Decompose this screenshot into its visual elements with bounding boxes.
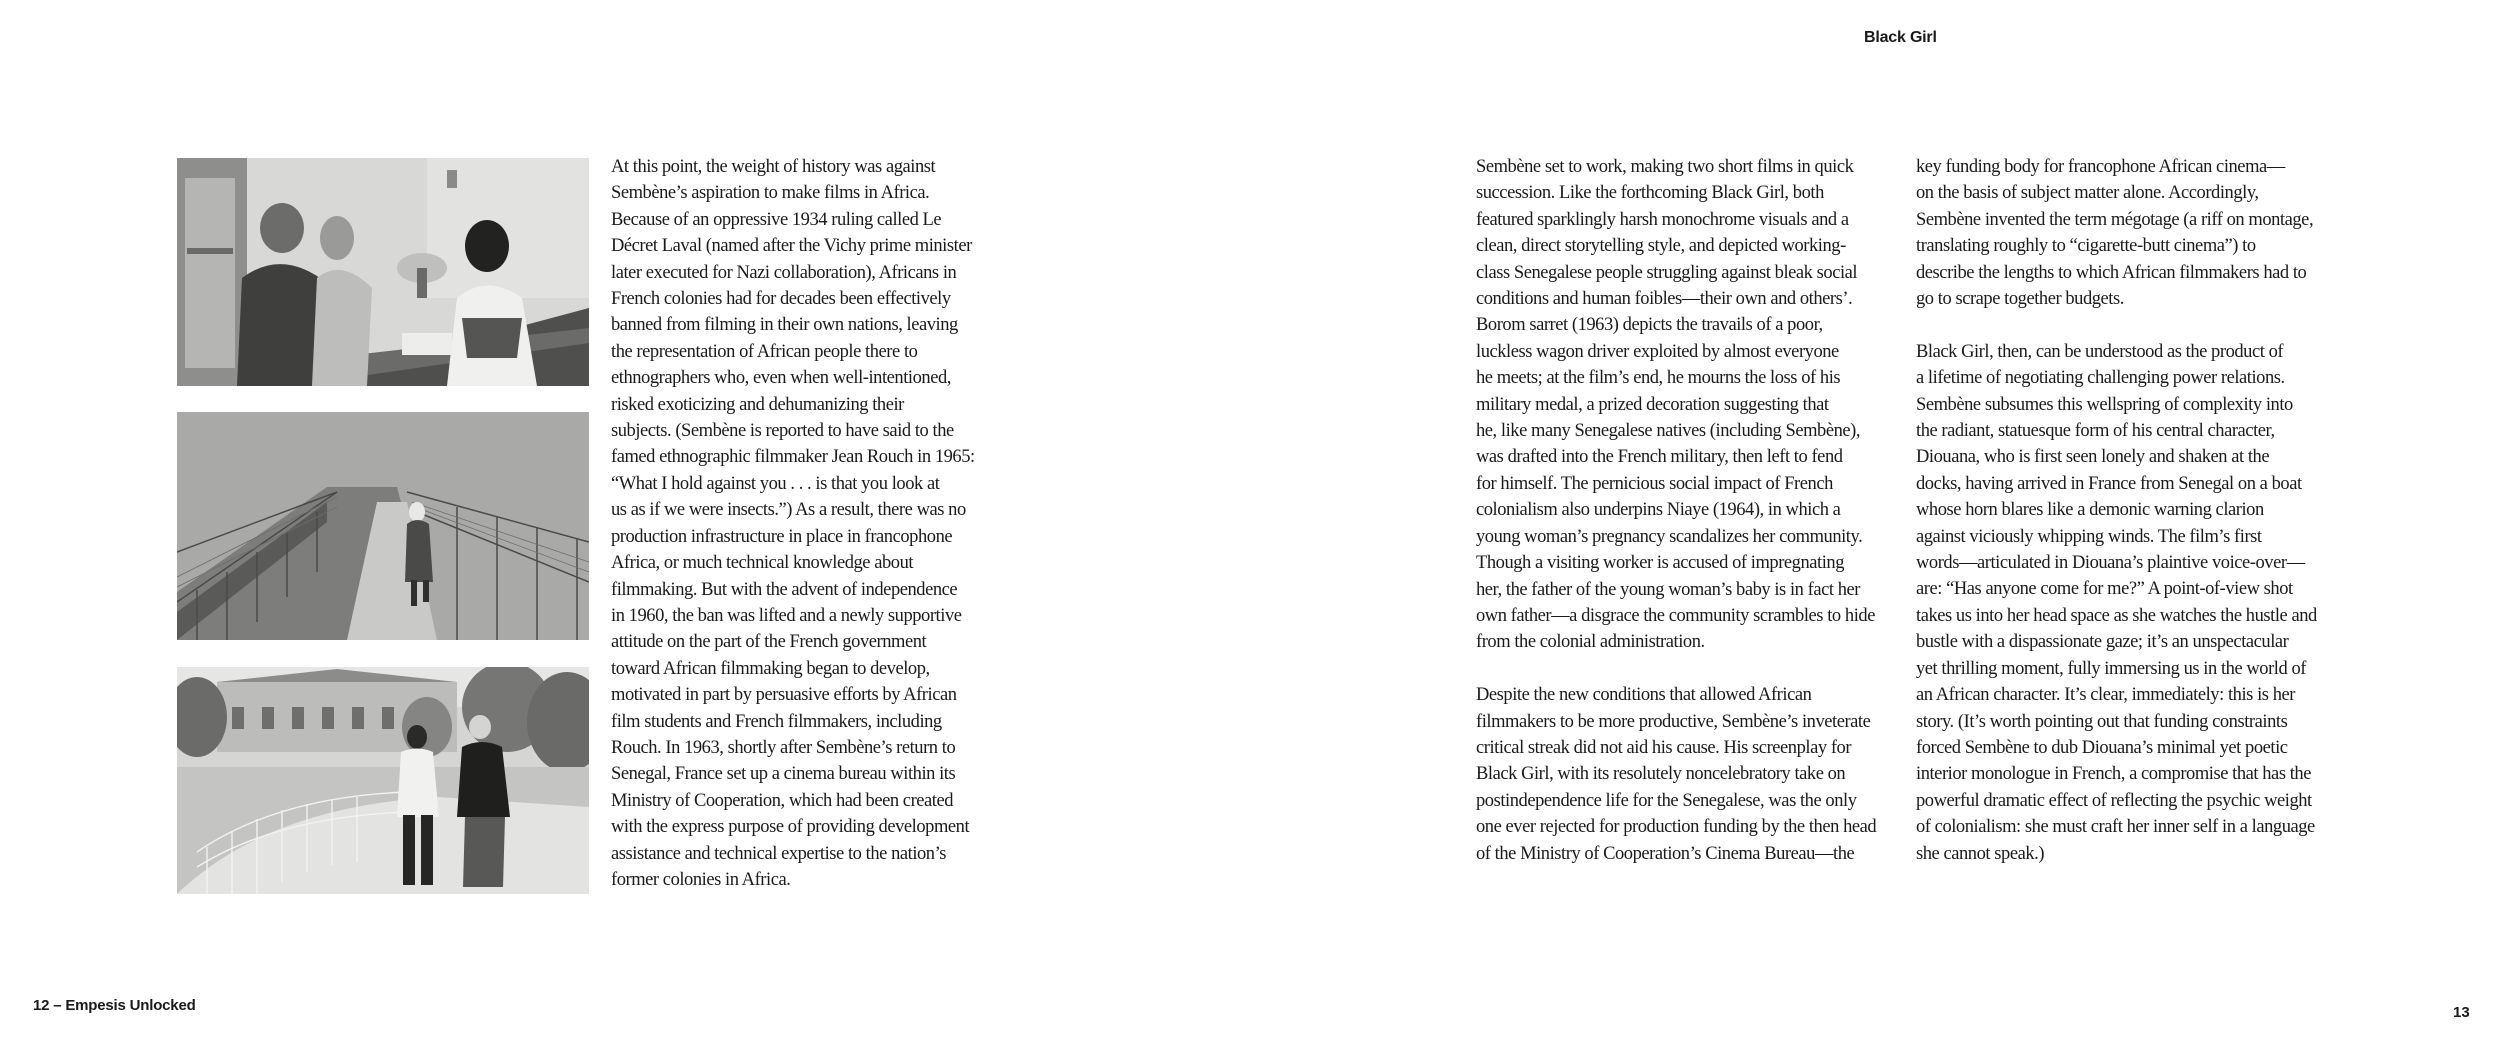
column-2 xyxy=(1476,154,1908,867)
column-3-paragraph-1: key funding body for francophone African cinema— on the basis of subject matter alone. Accordingly, Sembène invented the term mégotage (a riff on montage, translating roughly to “cigarette-butt cinema”) to describe the lengths to which African filmmakers had to go to scrape together budgets. xyxy=(1916,157,2314,310)
column-2-paragraph-2: Despite the new conditions that allowed African filmmakers to be more productive, Sembène’s inveterate critical streak did not aid his cause. His screenplay for Black Girl, with its resolutely noncelebratory take on postindependence life for the Senegalese, was the only one ever rejected for production funding by the then head of the Ministry of Cooperation’s Cinema Bureau—the xyxy=(1476,685,1877,864)
column-3 xyxy=(1916,154,2350,867)
column-2-paragraph-1: Sembène set to work, making two short films in quick succession. Like the forthcoming Black Girl, both featured sparklingly harsh monochrome visuals and a clean, direct storytelling style, and depicted working- class Senegalese people struggling against bleak social conditions and human foibles—their own and others’. Borom sarret (1963) depicts the travails of a poor, luckless wagon driver exploited by almost everyone he meets; at the film’s end, he mourns the loss of his military medal, a prized decoration suggesting that he, like many Senegalese natives (including Sembène), was drafted into the French military, then left to fend for himself. The pernicious social impact of French colonialism also underpins Niaye (1964), in which a young woman’s pregnancy scandalizes her community. Though a visiting worker is accused of impregnating her, the father of the young woman’s baby is in fact her own father—a disgrace the community scrambles to hide from the colonial administration. xyxy=(1476,157,1875,653)
column-1-paragraph: At this point, the weight of history was against Sembène’s aspiration to make films in Africa. Because of an oppressive 1934 ruling called Le Décret Laval (named after the Vichy prime minister later executed for Nazi collaboration), Africans in French colonies had for decades been effectively banned from filming in their own nations, leaving the representation of African people there to ethnographers who, even when well-intentioned, risked exoticizing and dehumanizing their subjects. (Sembène is reported to have said to the famed ethnographic filmmaker Jean Rouch in 1965: “What I hold against you . . . is that you look at us as if we were insects.”) As a result, there was no production infrastructure in place in francophone Africa, or much technical knowledge about filmmaking. But with the advent of independence in 1960, the ban was lifted and a newly supportive attitude on the part of the French government toward African filmmaking began to develop, motivated in part by persuasive efforts by African film students and French filmmakers, including Rouch. In 1963, shortly after Sembène’s return to Senegal, France set up a cinema bureau within its Ministry of Cooperation, which had been created with the express purpose of providing development assistance and technical expertise to the nation’s former colonies in Africa. xyxy=(611,157,975,890)
left-page-folio: 12 – Empesis Unlocked xyxy=(33,997,196,1014)
column-1 xyxy=(611,154,1021,893)
office-meeting-photo xyxy=(177,158,589,386)
running-head: Black Girl xyxy=(1864,29,1937,46)
column-3-paragraph-2: Black Girl, then, can be understood as the product of a lifetime of negotiating challenging power relations. Sembène subsumes this wellspring of complexity into the radiant, statuesque form of his central character, Diouana, who is first seen lonely and shaken at the docks, having arrived in France from Senegal on a boat whose horn blares like a demonic warning clarion against viciously whipping winds. The film’s first words—articulated in Diouana’s plaintive voice-over— are: “Has anyone come for me?” A point-of-view shot takes us into her head space as she watches the hustle and bustle with a dispassionate gaze; it’s an unspectacular yet thrilling moment, fully immersing us in the world of an African character. It’s clear, immediately: this is her story. (It’s worth pointing out that funding constraints forced Sembène to dub Diouana’s minimal yet poetic interior monologue in French, a compromise that has the powerful dramatic effect of reflecting the psychic weight of colonialism: she must craft her inner self in a language she cannot speak.) xyxy=(1916,341,2317,864)
street-scene-photo xyxy=(177,667,589,894)
staircase-photo xyxy=(177,412,589,640)
right-page-number: 13 xyxy=(2453,1004,2470,1021)
